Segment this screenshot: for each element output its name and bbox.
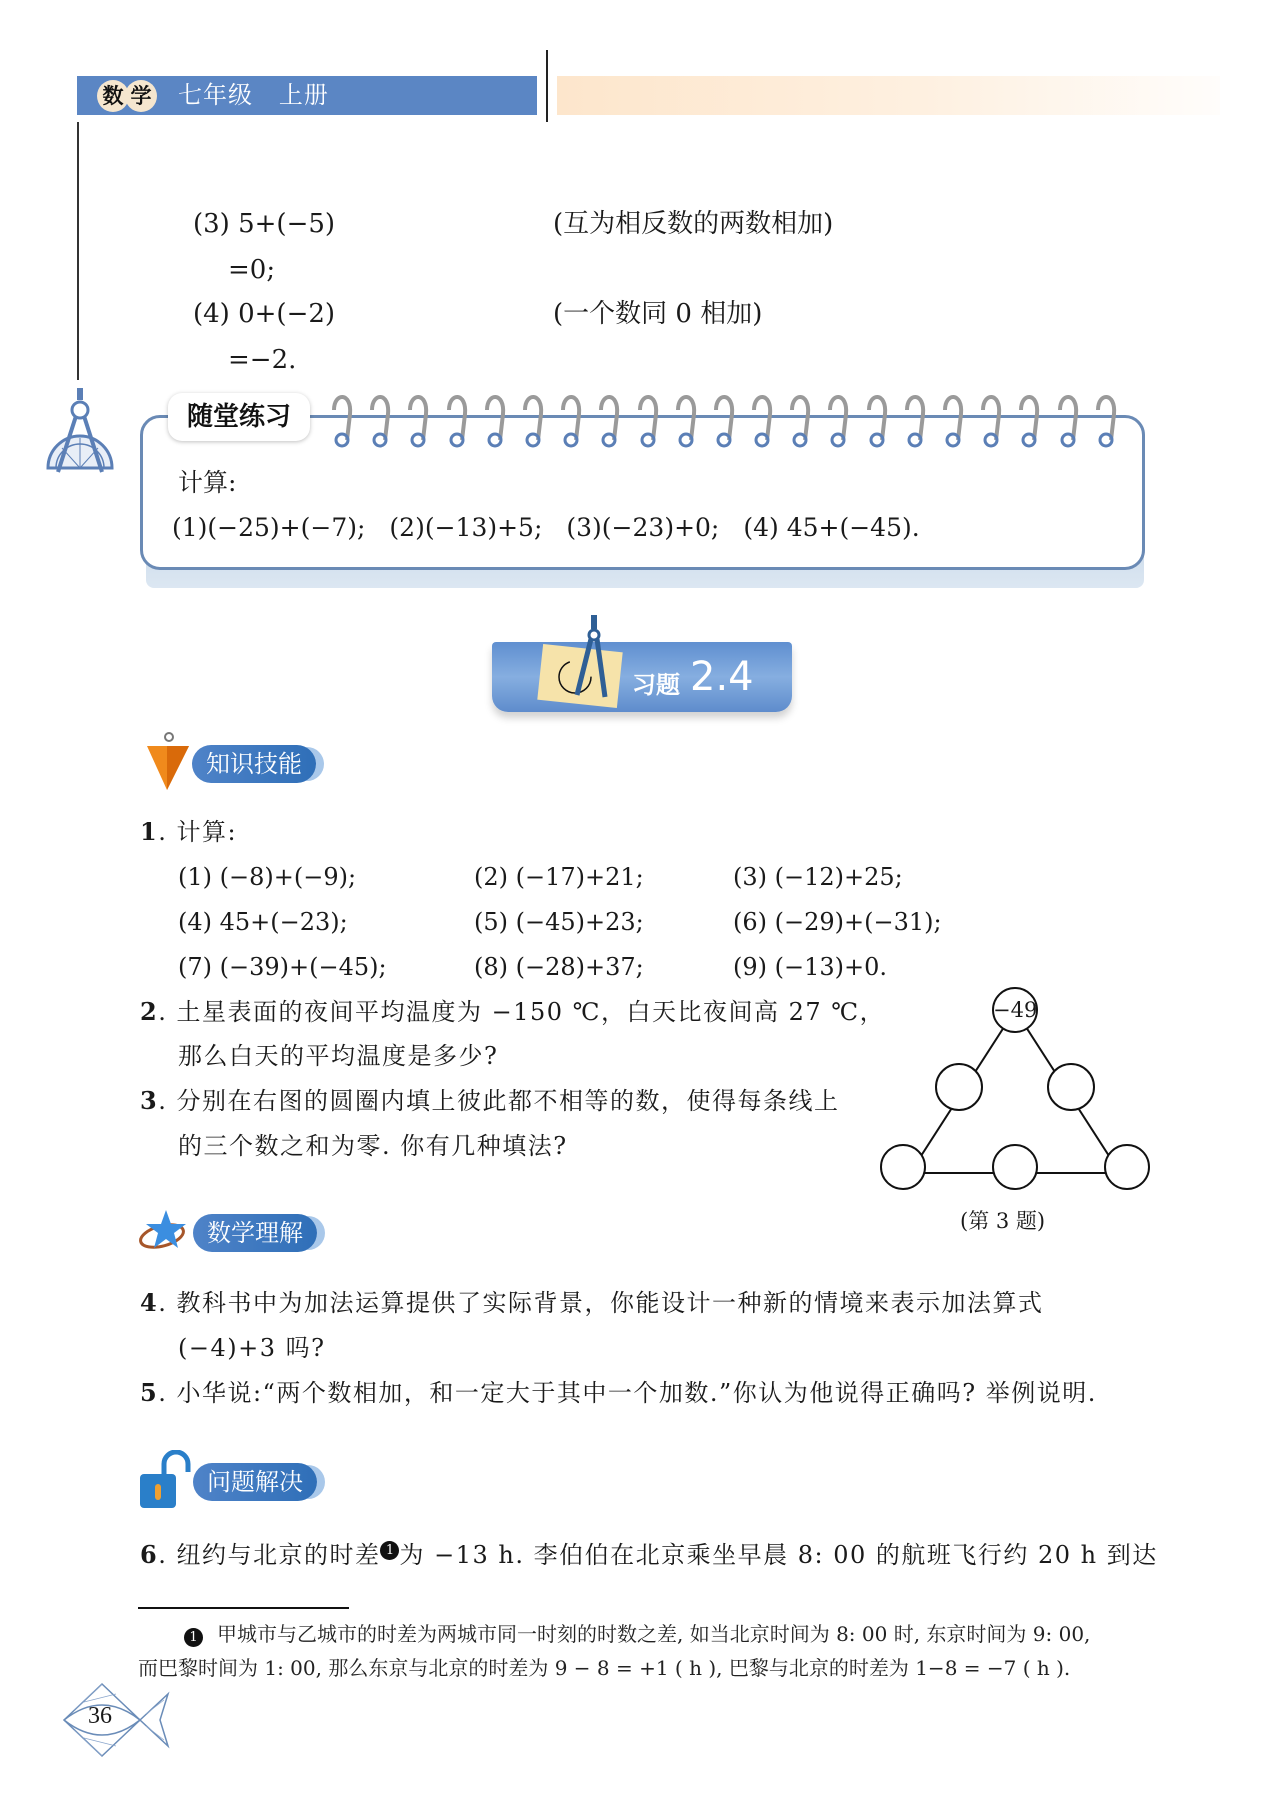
- footnote-line-2: 而巴黎时间为 1: 00, 那么东京与北京的时差为 9 − 8 = +1 ( h ), 巴黎与北京的时差为 1−8 = −7 ( h ).: [138, 1656, 1071, 1680]
- spiral-ring-icon: [368, 388, 393, 450]
- compass-icon: [545, 615, 625, 710]
- spiral-ring-icon: [941, 388, 966, 450]
- q1-item: (9) (−13)+0.: [733, 953, 888, 981]
- practice-item: (1)(−25)+(−7);: [172, 513, 366, 542]
- spiral-ring-icon: [521, 388, 546, 450]
- question-text: . 计算:: [158, 818, 238, 846]
- spiral-ring-icon: [826, 388, 851, 450]
- spiral-ring-icon: [445, 388, 470, 450]
- question-3-line2: 的三个数之和为零. 你有几种填法?: [178, 1132, 568, 1160]
- practice-item: (3)(−23)+0;: [566, 513, 720, 542]
- q1-item: (3) (−12)+25;: [733, 863, 903, 891]
- footnote-mark[interactable]: 1: [380, 1541, 399, 1560]
- question-2-line2: 那么白天的平均温度是多少?: [178, 1042, 499, 1070]
- example-3-result: =0;: [228, 255, 276, 285]
- diagram-top-value: −49: [993, 998, 1038, 1022]
- example-4-result: =−2.: [228, 345, 297, 375]
- question-2: [140, 997, 885, 1027]
- spiral-ring-icon: [1094, 388, 1119, 450]
- spiral-ring-icon: [979, 388, 1004, 450]
- practice-label: 随堂练习: [168, 393, 310, 441]
- question-text: . 小华说:“两个数相加，和一定大于其中一个加数.”你认为他说得正确吗? 举例说明.: [158, 1379, 1097, 1407]
- question-text: 为 −13 h. 李伯伯在北京乘坐早晨 8: 00 的航班飞行约 20 h 到达: [399, 1541, 1158, 1569]
- practice-item: (4) 45+(−45).: [743, 513, 920, 542]
- practice-items: [172, 512, 920, 544]
- spiral-ring-icon: [406, 388, 431, 450]
- question-number: 5: [140, 1378, 159, 1407]
- page-number: 36: [88, 1703, 112, 1729]
- question-5: [140, 1378, 1097, 1408]
- question-4-line2: (−4)+3 吗?: [178, 1334, 326, 1362]
- spiral-ring-icon: [865, 388, 890, 450]
- question-4: [140, 1288, 1043, 1318]
- section-problem-solving: 问题解决: [193, 1463, 317, 1501]
- spiral-ring-icon: [559, 388, 584, 450]
- spiral-ring-icon: [903, 388, 928, 450]
- subject-badge-char: 数: [97, 80, 129, 112]
- exercise-title: 习题: [632, 671, 680, 699]
- spiral-ring-icon: [483, 388, 508, 450]
- q1-item: (6) (−29)+(−31);: [733, 908, 942, 936]
- spiral-ring-icon: [788, 388, 813, 450]
- q1-item: (8) (−28)+37;: [474, 953, 644, 981]
- question-number: 6: [140, 1540, 159, 1569]
- footnote-divider: [138, 1607, 349, 1609]
- practice-item: (2)(−13)+5;: [389, 513, 543, 542]
- fish-page-ornament-icon: [60, 1680, 175, 1760]
- footnote-marker: 1: [184, 1628, 203, 1647]
- question-3: [140, 1086, 839, 1116]
- question-number: 4: [140, 1288, 159, 1317]
- exercise-number: 2.4: [690, 654, 754, 700]
- example-4-note: (一个数同 0 相加): [553, 299, 763, 329]
- spiral-ring-icon: [636, 388, 661, 450]
- compass-protractor-icon: [44, 388, 116, 474]
- spiral-binding: [330, 388, 1119, 450]
- question-number: 2: [140, 997, 159, 1026]
- margin-line: [77, 122, 79, 380]
- practice-prompt: 计算:: [178, 468, 237, 497]
- spiral-ring-icon: [330, 388, 355, 450]
- q1-item: (1) (−8)+(−9);: [178, 863, 357, 891]
- spiral-ring-icon: [712, 388, 737, 450]
- question-number: 1: [140, 817, 159, 846]
- section-math-understanding: 数学理解: [193, 1214, 317, 1252]
- pyramid-icon: [145, 732, 191, 792]
- spiral-ring-icon: [1017, 388, 1042, 450]
- spiral-ring-icon: [1056, 388, 1081, 450]
- q1-item: (5) (−45)+23;: [474, 908, 644, 936]
- question-6: [140, 1540, 1158, 1570]
- footnote-line-1: [184, 1621, 1090, 1647]
- header-accent-band: [557, 76, 1220, 115]
- question-text: . 分别在右图的圆圈内填上彼此都不相等的数，使得每条线上: [158, 1087, 840, 1115]
- section-knowledge-skills: 知识技能: [192, 745, 316, 783]
- q1-item: (2) (−17)+21;: [474, 863, 644, 891]
- q1-item: (7) (−39)+(−45);: [178, 953, 387, 981]
- example-4-expression: (4) 0+(−2): [193, 299, 336, 329]
- question-number: 3: [140, 1086, 159, 1115]
- question-text: . 纽约与北京的时差: [158, 1541, 381, 1569]
- q1-item: (4) 45+(−23);: [178, 908, 348, 936]
- spiral-ring-icon: [750, 388, 775, 450]
- book-title: 七年级 上册: [178, 81, 329, 109]
- star-orbit-icon: [138, 1208, 194, 1256]
- question-1: [140, 817, 237, 847]
- spiral-ring-icon: [597, 388, 622, 450]
- header-divider: [546, 50, 548, 122]
- example-3-expression: (3) 5+(−5): [193, 209, 336, 239]
- subject-badge-char: 学: [125, 80, 157, 112]
- footnote-text: 甲城市与乙城市的时差为两城市同一时刻的时数之差, 如当北京时间为 8: 00 时, 东京时间为 9: 00,: [217, 1622, 1091, 1646]
- question-text: . 土星表面的夜间平均温度为 −150 ℃，白天比夜间高 27 ℃，: [158, 998, 886, 1026]
- question-text: . 教科书中为加法运算提供了实际背景，你能设计一种新的情境来表示加法算式: [158, 1289, 1044, 1317]
- subject-badge: [97, 80, 153, 112]
- spiral-ring-icon: [674, 388, 699, 450]
- diagram-caption: (第 3 题): [960, 1209, 1046, 1233]
- example-3-note: (互为相反数的两数相加): [553, 209, 834, 239]
- padlock-icon: [138, 1450, 192, 1510]
